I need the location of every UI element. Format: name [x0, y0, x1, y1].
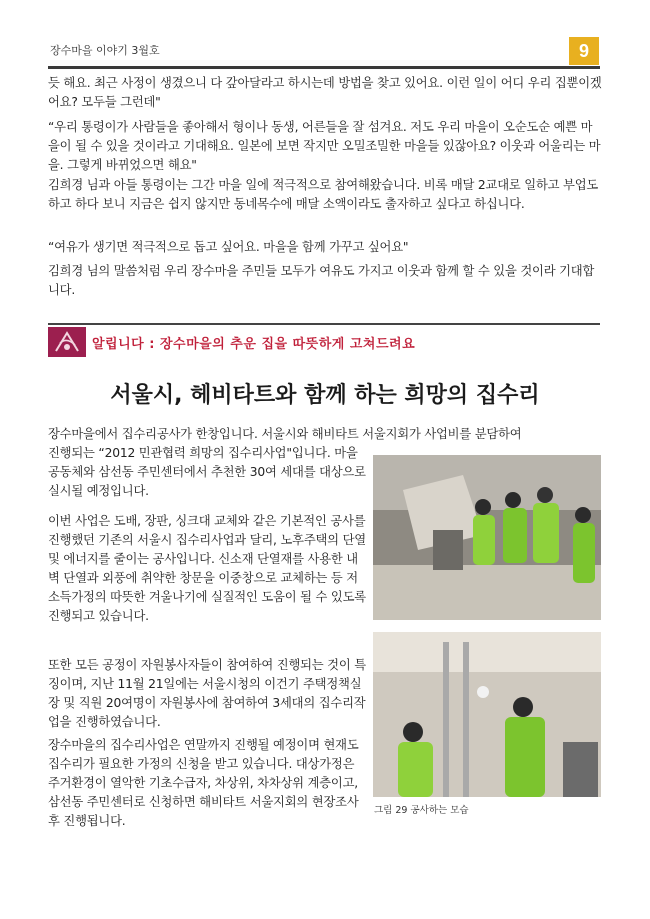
- header-divider: [48, 66, 600, 69]
- notice-icon: [48, 327, 86, 357]
- volunteers-photo-2: [373, 632, 601, 797]
- newsletter-title: 장수마을 이야기 3월호: [50, 44, 160, 57]
- article-headline: 서울시, 헤비타트와 함께 하는 희망의 집수리: [110, 383, 540, 408]
- notice-divider: [48, 323, 600, 325]
- intro-paragraph-4: “여유가 생기면 적극적으로 돕고 싶어요. 마을을 함께 가꾸고 싶어요": [48, 240, 409, 254]
- page-number-badge: 9: [569, 37, 599, 65]
- photo-caption: 그림 29 공사하는 모습: [374, 805, 469, 816]
- notice-text: 알립니다 : 장수마을의 추운 집을 따뜻하게 고쳐드려요: [92, 337, 416, 352]
- intro-paragraph-3: 김희경 님과 아들 통령이는 그간 마을 일에 적극적으로 참여해왔습니다. 비록 매달 2교대로 일하고 부업도 하고 하다 보니 지금은 쉽지 않지만 동네목수에 매달 소액이라도 출자하고 싶다고 하십니다.: [48, 178, 599, 211]
- article-paragraph-3: 장수마을의 집수리사업은 연말까지 진행될 예정이며 현재도 집수리가 필요한 가정의 신청을 받고 있습니다. 대상가정은 주거환경이 열악한 기초수급자, 차상위, 차차상위 계층이고, 삼선동 주민센터로 신청하면 해비타트 서울지회의 현장조사 후 진행됩니다.: [48, 738, 359, 828]
- article-lead: 진행되는 “2012 민관협력 희망의 집수리사업"입니다. 마을공동체와 삼선동 주민센터에서 추천한 30여 세대를 대상으로 실시될 예정입니다.: [48, 446, 366, 498]
- article-lead-full: 장수마을에서 집수리공사가 한창입니다. 서울시와 해비타트 서울지회가 사업비를 분담하여: [48, 427, 522, 441]
- article-paragraph-1: 이번 사업은 도배, 장판, 싱크대 교체와 같은 기본적인 공사를 진행했던 기존의 서울시 집수리사업과 달리, 노후주택의 단열 및 에너지를 줄이는 공사입니다. 신소재 단열재를 사용한 내벽 단열과 외풍에 취약한 창문을 이중창으로 교체하는 등 저소득가정의 따뜻한 겨울나기에 실질적인 도움이 될 수 있도록 진행되고 있습니다.: [48, 514, 366, 623]
- intro-paragraph-2: “우리 통령이가 사람들을 좋아해서 형이나 동생, 어른들을 잘 섬겨요. 저도 우리 마을이 오순도순 예쁜 마을이 될 수 있을 것이라고 기대해요. 일본에 보면 작지만 오밀조밀한 마을들 있잖아요? 이웃과 어울리는 마을. 그렇게 바뀌었으면 해요": [48, 120, 601, 172]
- intro-paragraph-1: 듯 해요. 최근 사정이 생겼으니 다 갚아달라고 하시는데 방법을 찾고 있어요. 이런 일이 어디 우리 집뿐이겠어요? 모두들 그런데": [48, 76, 602, 109]
- article-paragraph-2: 또한 모든 공정이 자원봉사자들이 참여하여 진행되는 것이 특징이며, 지난 11월 21일에는 서울시청의 이건기 주택정책실장 및 직원 20여명이 자원봉사에 참여하여 3세대의 집수리작업을 진행하였습니다.: [48, 658, 366, 729]
- volunteers-photo-1: [373, 455, 601, 620]
- intro-paragraph-5: 김희경 님의 말씀처럼 우리 장수마을 주민들 모두가 여유도 가지고 이웃과 함께 할 수 있을 것이라 기대합니다.: [48, 264, 595, 297]
